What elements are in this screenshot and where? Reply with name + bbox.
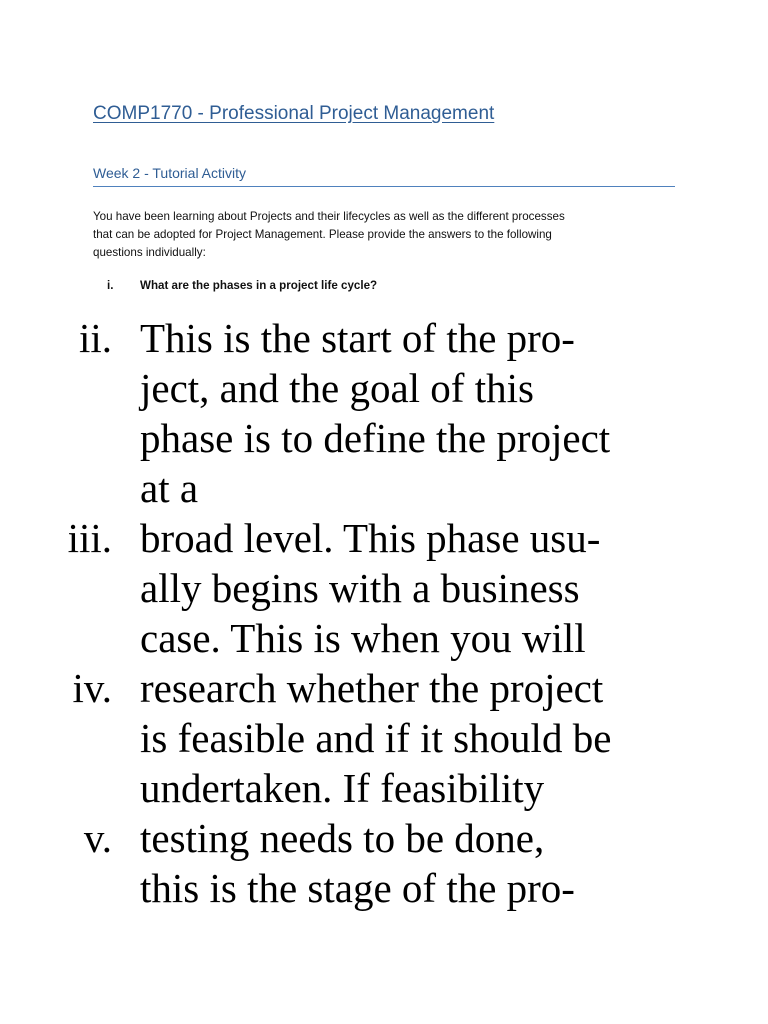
list-number-iii: iii. bbox=[67, 515, 112, 561]
document-title: COMP1770 - Professional Project Management bbox=[93, 103, 495, 124]
document-subtitle: Week 2 - Tutorial Activity bbox=[93, 165, 247, 181]
answer-line: ject, and the goal of this bbox=[140, 365, 534, 411]
answer-line: research whether the project bbox=[140, 665, 604, 711]
intro-line: questions individually: bbox=[93, 246, 206, 259]
answer-line: this is the stage of the pro- bbox=[140, 865, 575, 911]
answer-line: case. This is when you will bbox=[140, 615, 586, 661]
intro-line: that can be adopted for Project Management. Please provide the answers to the following bbox=[93, 228, 552, 241]
answer-line: broad level. This phase usu- bbox=[140, 515, 601, 561]
answer-line: at a bbox=[140, 465, 199, 511]
question-text: What are the phases in a project life cycle? bbox=[140, 279, 378, 292]
list-number-iv: iv. bbox=[72, 665, 112, 711]
intro-paragraph bbox=[93, 208, 683, 262]
answer-line: This is the start of the pro- bbox=[140, 315, 575, 361]
answer-line: undertaken. If feasibility bbox=[140, 765, 545, 811]
list-number-v: v. bbox=[83, 815, 112, 861]
subtitle-divider bbox=[93, 186, 675, 187]
intro-line: You have been learning about Projects and their lifecycles as well as the different processes bbox=[93, 210, 565, 223]
list-number-ii: ii. bbox=[78, 315, 112, 361]
question-number: i. bbox=[107, 279, 114, 292]
answer-line: ally begins with a business bbox=[140, 565, 580, 611]
answer-line: phase is to define the project bbox=[140, 415, 611, 461]
answer-line: testing needs to be done, bbox=[140, 815, 545, 861]
answer-line: is feasible and if it should be bbox=[140, 715, 612, 761]
